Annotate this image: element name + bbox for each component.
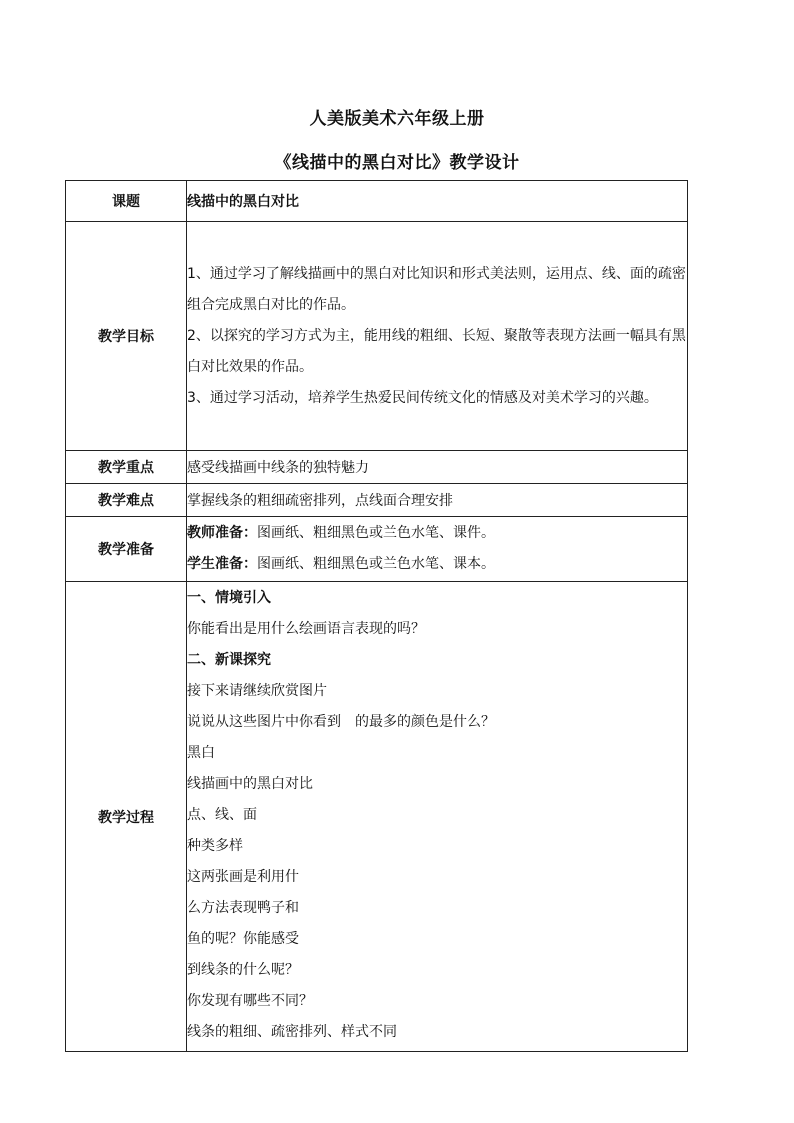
table-row-topic [66,181,688,222]
teacher-preparation-value: 图画纸、粗细黑色或兰色水笔、课件。 [257,525,495,541]
process-line: 这两张画是利用什 [187,869,299,885]
table-row-goals [66,222,688,451]
preparation-label: 教学准备 [66,517,187,582]
goal-item: 3、通过学习活动，培养学生热爱民间传统文化的情感及对美术学习的兴趣。 [187,389,658,406]
difficulty-value: 掌握线条的粗细疏密排列，点线面合理安排 [187,484,688,517]
process-line: 黑白 [187,745,215,761]
student-preparation [187,549,687,580]
process-line: 你发现有哪些不同？ [187,993,313,1009]
process-line: 鱼的呢？你能感受 [187,931,299,947]
topic-label: 课题 [66,181,187,222]
teacher-preparation [187,518,687,549]
table-row-key-point [66,451,688,484]
process-line: 到线条的什么呢？ [187,962,299,978]
process-label: 教学过程 [66,582,187,1052]
preparation-cell [187,517,688,582]
section-heading: 一、情境引入 [187,590,271,606]
process-line: 接下来请继续欣赏图片 [187,683,327,699]
process-cell [187,582,688,1052]
goal-item: 1、通过学习了解线描画中的黑白对比知识和形式美法则，运用点、线、面的疏密组合完成黑白对比的作品。 [187,265,686,313]
key-point-value: 感受线描画中线条的独特魅力 [187,451,688,484]
teacher-preparation-label: 教师准备： [187,525,257,541]
table-row-process [66,582,688,1052]
difficulty-label: 教学难点 [66,484,187,517]
process-line: 么方法表现鸭子和 [187,900,299,916]
goals-cell [187,222,688,451]
process-line: 种类多样 [187,838,243,854]
student-preparation-label: 学生准备： [187,556,257,572]
document-subtitle: 《线描中的黑白对比》教学设计 [274,153,520,173]
goal-item: 2、以探究的学习方式为主，能用线的粗细、长短、聚散等表现方法画一幅具有黑白对比效果的作品。 [187,327,686,375]
document-title: 人美版美术六年级上册 [309,109,485,129]
process-line: 点、线、面 [187,807,257,823]
process-line: 线条的粗细、疏密排列、样式不同 [187,1024,397,1040]
process-line: 说说从这些图片中你看到 的最多的颜色是什么？ [187,714,495,730]
process-line: 线描画中的黑白对比 [187,776,313,792]
table-row-preparation [66,517,688,582]
goals-label: 教学目标 [66,222,187,451]
key-point-label: 教学重点 [66,451,187,484]
section-heading: 二、新课探究 [187,652,271,668]
table-row-difficulty [66,484,688,517]
lesson-plan-table [65,180,688,1052]
topic-value: 线描中的黑白对比 [187,181,688,222]
process-line: 你能看出是用什么绘画语言表现的吗？ [187,621,425,637]
student-preparation-value: 图画纸、粗细黑色或兰色水笔、课本。 [257,556,495,572]
